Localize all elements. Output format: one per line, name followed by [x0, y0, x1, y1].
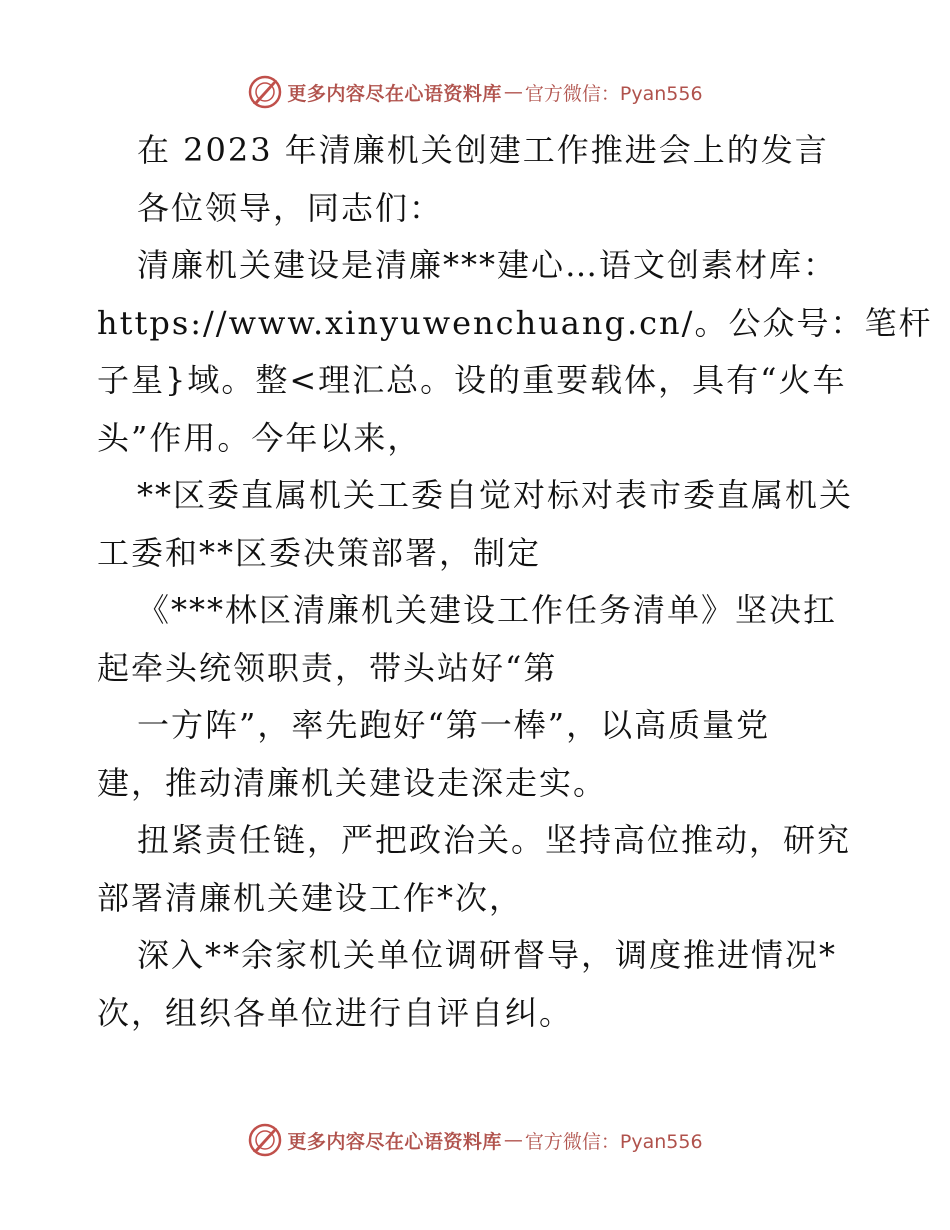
header-banner	[0, 72, 950, 112]
footer-banner	[0, 1120, 950, 1160]
quill-circle-logo-icon	[247, 74, 283, 110]
document-line: **区委直属机关工委自觉对标对表市委直属机关	[137, 476, 854, 514]
document-line: 《***林区清廉机关建设工作任务清单》坚决扛	[137, 591, 838, 629]
document-line: https://www.xinyuwenchuang.cn/。公众号：笔杆	[97, 303, 933, 342]
document-line: 各位领导，同志们：	[137, 188, 444, 227]
document-line: 部署清廉机关建设工作*次，	[97, 878, 524, 917]
document-line: 子星}域。整<理汇总。设的重要载体，具有“火车	[97, 361, 847, 399]
banner-main-text: 更多内容尽在心语资料库	[287, 82, 502, 105]
document-line: 建，推动清廉机关建设走深走实。	[97, 763, 608, 802]
document-line: 清廉机关建设是清廉***建心…语文创素材库：	[137, 246, 838, 284]
document-line: 头”作用。今年以来，	[97, 418, 422, 457]
banner-separator: —	[503, 1129, 523, 1151]
document-line: 一方阵”，率先跑好“第一棒”，以高质量党	[137, 706, 771, 744]
document-line: 次，组织各单位进行自评自纠。	[97, 993, 574, 1032]
document-line: 扭紧责任链，严把政治关。坚持高位推动，研究	[137, 821, 852, 859]
document-body	[97, 122, 933, 1042]
document-line: 起牵头统领职责，带头站好“第	[97, 648, 558, 687]
document-line: 工委和**区委决策部署，制定	[97, 533, 542, 572]
banner-main-text: 更多内容尽在心语资料库	[287, 1130, 502, 1153]
banner-contact-text: 官方微信：Pyan556	[524, 1130, 703, 1153]
banner-contact-text: 官方微信：Pyan556	[524, 82, 703, 105]
document-line: 深入**余家机关单位调研督导，调度推进情况*	[137, 936, 838, 974]
quill-circle-logo-icon	[247, 1122, 283, 1158]
banner-separator: —	[503, 81, 523, 103]
document-line: 在 2023 年清廉机关创建工作推进会上的发言	[137, 131, 829, 169]
